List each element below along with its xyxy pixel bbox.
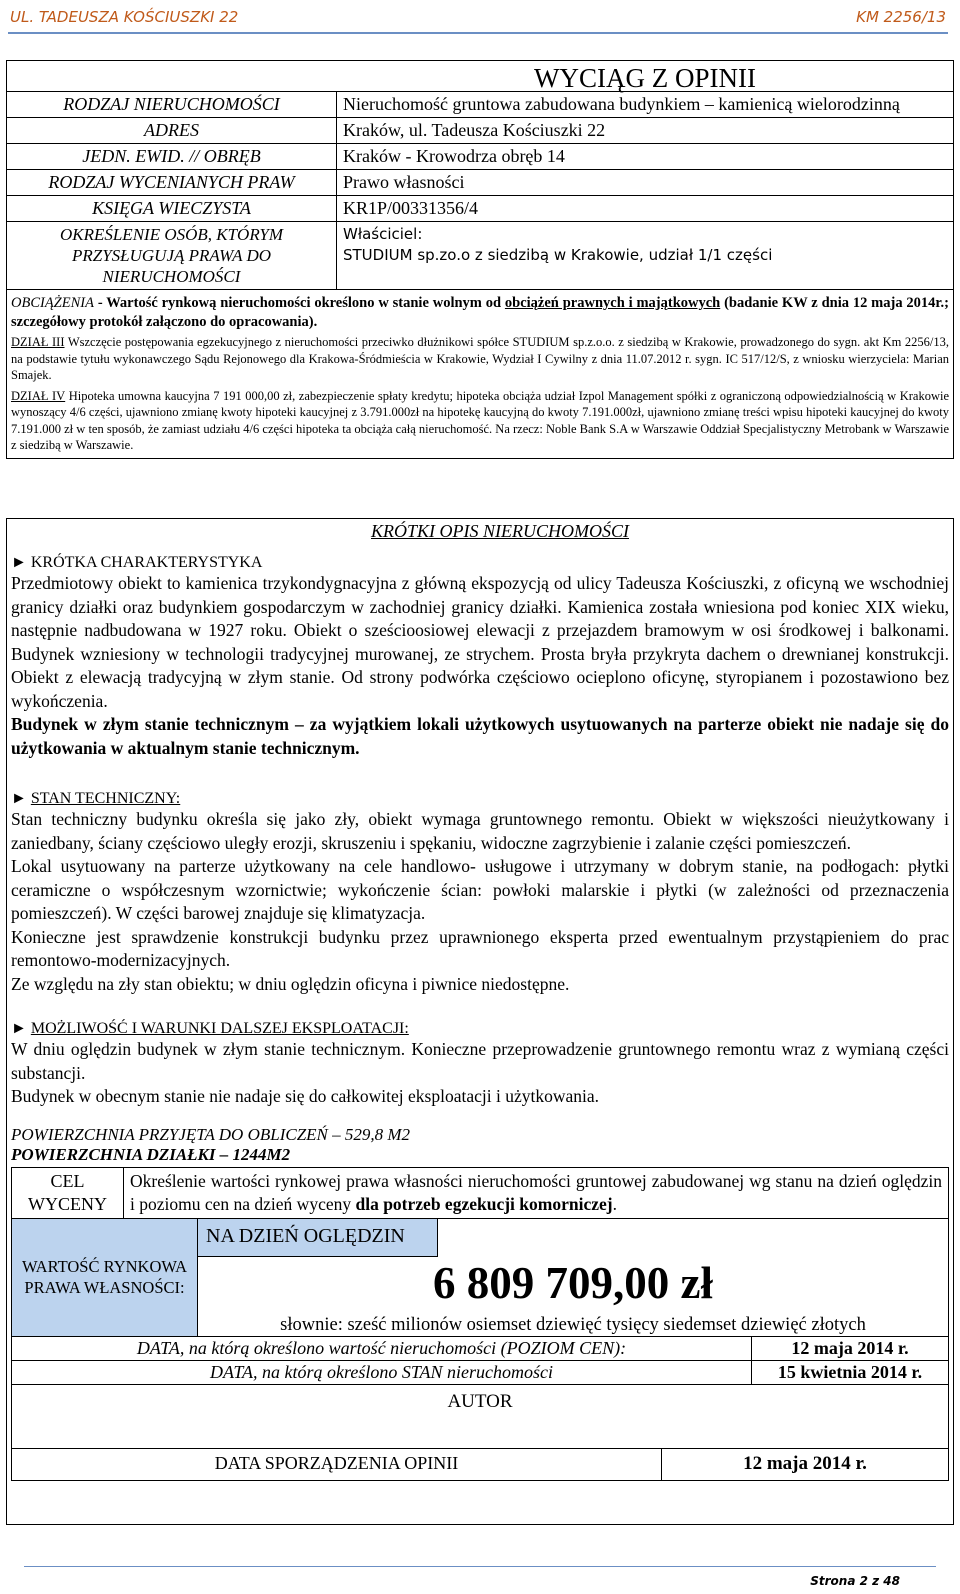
row-rodzaj <box>7 91 953 117</box>
triangle-bullet-icon: ► <box>11 554 27 571</box>
row-prawa <box>7 169 953 195</box>
date-row-stan <box>11 1361 949 1385</box>
section-stan: ► STAN TECHNICZNY: Stan techniczny budynku określa się jako zły, obiekt wymaga gruntownego remontu. Obiekt w większości nieużytkowany i zaniedbany, ściany częściowo uległy erozji, skruszeniu i spękaniu, widoczne zagrzybienie i zalanie części pomieszczeń. Lokal usytuowany na parterze użytkowany na cele handlowo- usługowe i utrzymany w dobrym stanie, na podłogach: płytki ceramiczne o współczesnym wzornictwie; wykończenie ścian: powłoki malarskie i płytki (w zależności od przeznaczenia pomieszczeń). W części barowej znajduje się klimatyzacja. Konieczne jest sprawdzenie konstrukcji budynku przez uprawnionego eksperta przed ewentualnym przystąpieniem do prac remontowo-modernizacyjnych. Ze względu na zły stan obiektu; w dniu oględzin oficyna i piwnice niedostępne. <box>11 790 949 994</box>
row-value: Kraków - Krowodrza obręb 14 <box>343 146 565 166</box>
row-adres <box>7 117 953 143</box>
header-address: UL. TADEUSZA KOŚCIUSZKI 22 <box>10 8 239 26</box>
row-label: OKREŚLENIE OSÓB, KTÓRYM PRZYSŁUGUJĄ PRAWA DO NIERUCHOMOŚCI <box>7 222 337 289</box>
section-heading: KRÓTKA CHARAKTERYSTYKA <box>30 554 263 571</box>
obciazenia-label: OBCIĄŻENIA <box>11 295 94 311</box>
row-obreb <box>7 143 953 169</box>
page-header <box>8 4 948 34</box>
row-label: JEDN. EWID. // OBRĘB <box>7 144 337 169</box>
header-case-number: KM 2256/13 <box>856 8 946 26</box>
row-label: RODZAJ NIERUCHOMOŚCI <box>7 92 337 117</box>
owner-label: Właściciel: <box>343 225 423 243</box>
row-label: ADRES <box>7 118 337 143</box>
wartosc-row <box>11 1219 949 1337</box>
date-label: DATA, na którą określono STAN nieruchomości <box>12 1361 752 1384</box>
footer-line <box>24 1566 936 1567</box>
row-value: Kraków, ul. Tadeusza Kościuszki 22 <box>343 120 606 140</box>
dzial-iii: DZIAŁ III Wszczęcie postępowania egzekucyjnego z nieruchomości przeciwko dłużnikowi spółce STUDIUM sp.z.o.o. z siedzibą w Krakowie, prowadzonego do sygn. akt Km 2256/13, na podstawie tytułu wykonawczego Sądu Rejonowego dla Krakowa-Śródmieścia w Krakowie, Wydział I Cywilny z dnia 11.07.2012 r. sygn. IC 517/12/S, z wniosku wierzyciela: Marian Smajek. <box>11 335 949 382</box>
date-value: 15 kwietnia 2014 r. <box>777 1361 923 1382</box>
owner-name: STUDIUM sp.zo.o z siedzibą w Krakowie, udział 1/1 części <box>343 246 773 264</box>
row-value: Nieruchomość gruntowa zabudowana budynkiem – kamienicą wielorodzinną <box>343 94 900 114</box>
cel-wyceny-row: CEL WYCENY Określenie wartości rynkowej prawa własności nieruchomości gruntowej zabudowanej wg stanu na dzień oględzin i poziomu cen na dzień wyceny dla potrzeb egzekucji komorniczej. <box>11 1167 949 1219</box>
section-paragraph: Przedmiotowy obiekt to kamienica trzykondygnacyjna z główną ekspozycją od ulicy Tadeusza Kościuszki, z oficyną we wschodniej granicy działki oraz budynkiem gospodarczym w zachodniej granicy działki. Kamienica została wniesiona pod koniec XIX wieku, następnie nadbudowana w 1927 roku. Obiekt o sześcioosiowej elewacji z przejazdem bramowym w osi środkowej i balkonami. Budynek wzniesiony w technologii tradycyjnej murowanej, ze strychem. Prosta bryła przykryta dachem o drewnianej konstrukcji. Obiekt z elewacją tradycyjną w złym stanie. Od strony podwórka częściowo ocieplono oficynę, styropianem i pozostawiono bez wykończenia. <box>11 573 949 711</box>
row-osoby <box>7 221 953 289</box>
autor-row: AUTOR <box>11 1385 949 1449</box>
description-box <box>6 518 954 1525</box>
page-number: Strona 2 z 48 <box>810 1574 900 1588</box>
date-label: DATA, na którą określono wartość nieruchomości (POZIOM CEN): <box>12 1337 752 1360</box>
date-value: 12 maja 2014 r. <box>791 1337 909 1358</box>
row-value <box>337 222 953 289</box>
triangle-bullet-icon: ► <box>11 790 27 807</box>
section-heading: MOŻLIWOŚĆ I WARUNKI DALSZEJ EKSPLOATACJI: <box>30 1020 409 1037</box>
powierzchnia-dzialki: POWIERZCHNIA DZIAŁKI – 1244M2 <box>11 1144 291 1164</box>
market-value-words: słownie: sześć milionów osiemset dziewięć tysięcy siedemset dziewięć złotych <box>280 1314 866 1335</box>
description-title: KRÓTKI OPIS NIERUCHOMOŚCI <box>371 521 629 541</box>
document-title: WYCIĄG Z OPINII <box>534 63 756 93</box>
row-kw <box>7 195 953 221</box>
section-heading: STAN TECHNICZNY: <box>30 790 181 807</box>
obciazenia-section: OBCIĄŻENIA - Wartość rynkową nieruchomości określono w stanie wolnym od obciążeń prawnych i majątkowych (badanie KW z dnia 12 maja 2014r.; szczegółowy protokół załączono do opracowania). DZIAŁ III Wszczęcie postępowania egzekucyjnego z nieruchomości przeciwko dłużnikowi spółce STUDIUM sp.z.o.o. z siedzibą w Krakowie, prowadzonego do sygn. akt Km 2256/13, na podstawie tytułu wykonawczego Sądu Rejonowego dla Krakowa-Śródmieścia w Krakowie, Wydział I Cywilny z dnia 11.07.2012 r. sygn. IC 517/12/S, z wniosku wierzyciela: Marian Smajek. DZIAŁ IV Hipoteka umowna kaucyjna 7 191 000,00 zł, zabezpieczenie spłaty kredytu; hipoteka obciąża udział Izpol Management spółki z ograniczoną odpowiedzialnością w Krakowie wynoszący 4/6 części, ujawniono zmianę kwoty hipoteki kaucyjnej z 3.791.000zł na hipotekę kaucyjną do kwoty 7.191.000zł, ujawniono zmianę treści wpisu hipoteki kaucyjnej do kwoty 7.191.000 zł w ten sposób, że zamiast udziału 4/6 części hipoteka ta obciąża całą nieruchomość. Na rzecz: Noble Bank S.A w Warszawie Oddział Specjalistyczny Metrobank w Warszawie z siedzibą w Warszawie. <box>7 289 953 458</box>
cel-label: CEL WYCENY <box>12 1168 124 1218</box>
section-charakterystyka <box>7 542 953 760</box>
triangle-bullet-icon: ► <box>11 1020 27 1037</box>
wartosc-label: WARTOŚĆ RYNKOWA PRAWA WŁASNOŚCI: <box>12 1219 198 1336</box>
sporzadzenie-label: DATA SPORZĄDZENIA OPINII <box>12 1449 662 1480</box>
sporzadzenie-row <box>11 1449 949 1481</box>
row-label: KSIĘGA WIECZYSTA <box>7 196 337 221</box>
market-value-amount: 6 809 709,00 zł <box>433 1257 713 1308</box>
sporzadzenie-date: 12 maja 2014 r. <box>743 1453 867 1474</box>
powierzchnia-obliczen: POWIERZCHNIA PRZYJĘTA DO OBLICZEŃ – 529,8 M2 <box>11 1124 411 1144</box>
row-value: Prawo własności <box>343 172 465 192</box>
dzial-iv: DZIAŁ IV Hipoteka umowna kaucyjna 7 191 000,00 zł, zabezpieczenie spłaty kredytu; hipoteka obciąża udział Izpol Management spółki z ograniczoną odpowiedzialnością w Krakowie wynoszący 4/6 części, ujawniono zmianę kwoty hipoteki kaucyjnej z 3.791.000zł na hipotekę kaucyjną do kwoty 7.191.000zł, ujawniono zmianę treści wpisu hipoteki kaucyjnej do kwoty 7.191.000 zł w ten sposób, że zamiast udziału 4/6 części hipoteka ta obciąża całą nieruchomość. Na rzecz: Noble Bank S.A w Warszawie Oddział Specjalistyczny Metrobank w Warszawie z siedzibą w Warszawie. <box>11 388 949 452</box>
section-eksploatacja: ► MOŻLIWOŚĆ I WARUNKI DALSZEJ EKSPLOATACJI: W dniu oględzin budynek w złym stanie technicznym. Konieczne przeprowadzenie gruntownego remontu wraz z wymianą części substancji. Budynek w obecnym stanie nie nadaje się do całkowitej eksploatacji i użytkowania. <box>11 1020 949 1106</box>
row-label: RODZAJ WYCENIANYCH PRAW <box>7 170 337 195</box>
section-bold-paragraph: Budynek w złym stanie technicznym – za wyjątkiem lokali użytkowych usytuowanych na parterze obiekt nie nadaje się do użytkowania w aktualnym stanie technicznym. <box>11 714 949 758</box>
date-row-poziom-cen <box>11 1337 949 1361</box>
info-table <box>6 60 954 459</box>
row-value: KR1P/00331356/4 <box>343 198 479 218</box>
na-dzien-ogledzin: NA DZIEŃ OGLĘDZIN <box>206 1224 405 1247</box>
